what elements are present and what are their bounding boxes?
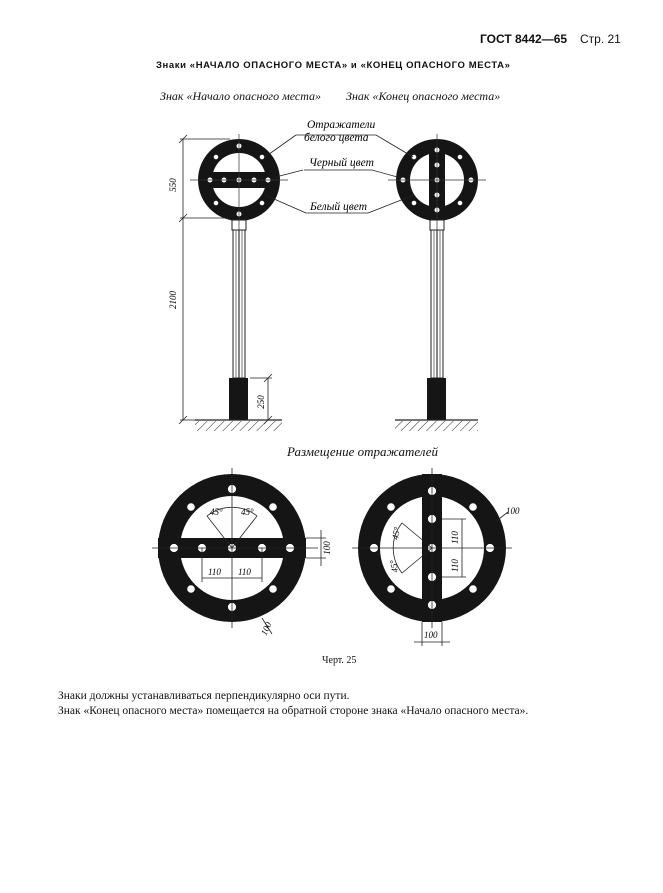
paragraph-1: Знаки должны устанавливаться перпендикулярно оси пути. <box>58 690 350 702</box>
start-sign-pole <box>229 220 248 420</box>
callout-reflectors-line2: белого цвета <box>304 132 369 144</box>
dim-sign-height: 550 <box>168 178 178 192</box>
label-end-sign: Знак «Конец опасного места» <box>346 89 501 103</box>
start-sign-ground <box>195 420 282 431</box>
dim-angle-left-b: 45° <box>241 507 254 517</box>
end-sign-ground <box>395 420 478 431</box>
figure-caption: Черт. 25 <box>322 655 357 666</box>
reflector-heading: Размещение отражателей <box>287 444 439 459</box>
page-number: Стр. 21 <box>580 32 621 46</box>
dim-base-height: 250 <box>256 395 266 409</box>
document-code: ГОСТ 8442—65 <box>480 32 568 46</box>
dim-band-right-edge: 100 <box>506 506 520 516</box>
callout-white: Белый цвет <box>310 201 368 213</box>
dim-angle-right-a: 45° <box>390 526 403 541</box>
dim-band-right-h: 100 <box>424 630 438 640</box>
end-sign-pole <box>427 220 446 420</box>
dim-angle-right-b: 45° <box>387 559 400 574</box>
dim-spacing-left-b: 110 <box>238 567 251 577</box>
reflector-placement-diagram <box>0 455 663 655</box>
dim-spacing-right-b: 110 <box>450 559 460 572</box>
paragraph-2: Знак «Конец опасного места» помещается на обратной стороне знака «Начало опасного места». <box>58 705 529 717</box>
dim-pole-height: 2100 <box>168 291 178 309</box>
callout-black: Черный цвет <box>309 157 374 169</box>
dim-angle-left-a: 45° <box>210 507 223 517</box>
section-title: Знаки «НАЧАЛО ОПАСНОГО МЕСТА» и «КОНЕЦ ОПАСНОГО МЕСТА» <box>156 60 511 71</box>
dim-spacing-right-a: 110 <box>450 531 460 544</box>
dim-band-left-v: 100 <box>322 541 332 555</box>
label-start-sign: Знак «Начало опасного места» <box>160 89 322 103</box>
callout-reflectors-line1: Отражатели <box>307 119 376 131</box>
dim-band-left-edge: 100 <box>258 620 274 637</box>
dim-spacing-left-a: 110 <box>208 567 221 577</box>
